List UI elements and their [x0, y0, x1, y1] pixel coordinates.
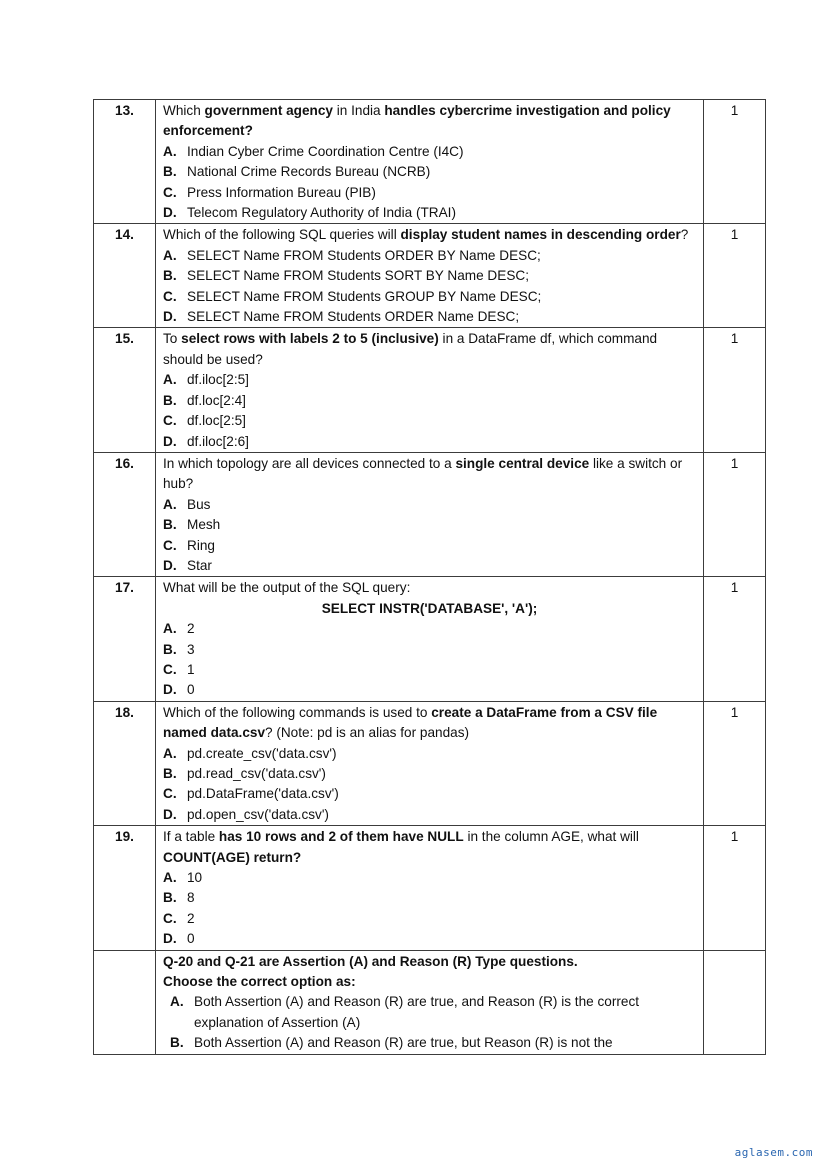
assertion-heading-1: Q-20 and Q-21 are Assertion (A) and Reason (R) Type questions.: [163, 953, 578, 969]
option-letter: C.: [163, 288, 177, 304]
question-marks: 1: [704, 328, 766, 452]
assertion-option-letter: A.: [170, 994, 184, 1010]
assertion-option-text: Both Assertion (A) and Reason (R) are true, and Reason (R) is the correct explanation of Assertion (A): [194, 994, 640, 1030]
answer-option: [163, 660, 696, 680]
option-text: SELECT Name FROM Students ORDER Name DESC;: [187, 309, 520, 325]
option-letter: C.: [163, 184, 177, 200]
answer-option: [163, 888, 696, 908]
question-number: 17.: [94, 577, 156, 701]
stem-segment: display student names in descending order: [400, 227, 681, 243]
option-text: Telecom Regulatory Authority of India (TRAI): [187, 205, 456, 221]
option-letter: D.: [163, 433, 177, 449]
option-letter: D.: [163, 931, 177, 947]
stem-segment: in a DataFrame df, which command should be used?: [163, 331, 658, 367]
question-marks: 1: [704, 701, 766, 825]
question-row: [94, 452, 766, 576]
question-row: [94, 100, 766, 224]
question-table: [93, 99, 766, 1055]
assertion-heading-2: Choose the correct option as:: [163, 974, 356, 990]
stem-segment: Which of the following SQL queries will: [163, 227, 401, 243]
option-text: SELECT Name FROM Students SORT BY Name DESC;: [187, 268, 529, 284]
question-stem: [163, 225, 696, 245]
answer-option: [163, 515, 696, 535]
stem-segment: in India: [332, 103, 385, 118]
option-letter: B.: [163, 641, 177, 657]
stem-segment: government agency: [204, 103, 333, 118]
option-text: SELECT Name FROM Students ORDER BY Name DESC;: [187, 247, 541, 263]
stem-segment: handles cybercrime investigation and policy enforcement?: [163, 103, 671, 139]
question-content: [156, 577, 704, 701]
stem-segment: ? (Note: pd is an alias for pandas): [265, 725, 470, 741]
option-letter: A.: [163, 621, 177, 637]
stem-segment: If a table: [163, 829, 219, 845]
answer-option: [163, 391, 696, 411]
question-content: [156, 224, 704, 328]
option-letter: B.: [163, 517, 177, 533]
question-content: [156, 826, 704, 950]
option-letter: B.: [163, 766, 177, 781]
assertion-content-cell: [156, 950, 704, 1054]
option-text: National Crime Records Bureau (NCRB): [187, 164, 431, 180]
question-number: 16.: [94, 452, 156, 576]
option-letter: A.: [163, 372, 177, 388]
question-row: [94, 826, 766, 950]
question-stem: [163, 703, 696, 744]
answer-option: [163, 432, 696, 452]
stem-segment: has 10 rows and 2 of them have NULL: [218, 829, 464, 845]
answer-option: [163, 246, 696, 266]
assertion-marks-cell: [704, 950, 766, 1054]
option-letter: D.: [163, 557, 177, 573]
stem-segment: What will be the output of the SQL query:: [163, 580, 411, 596]
option-text: 1: [187, 661, 195, 677]
option-letter: B.: [163, 890, 177, 906]
option-letter: C.: [163, 786, 177, 802]
option-letter: A.: [163, 496, 177, 512]
option-text: Star: [187, 557, 212, 573]
question-content: [156, 701, 704, 825]
answer-option: [163, 287, 696, 307]
question-content: [156, 328, 704, 452]
question-row: [94, 328, 766, 452]
answer-option: [163, 556, 696, 576]
stem-segment: ?: [680, 227, 689, 243]
answer-option: [163, 142, 696, 162]
answer-option: [163, 266, 696, 286]
stem-segment: create a DataFrame from a CSV file named data.csv: [163, 704, 658, 741]
question-stem: [163, 101, 696, 142]
question-marks: 1: [704, 100, 766, 224]
answer-option: [163, 929, 696, 949]
answer-option: [163, 162, 696, 182]
question-number: 13.: [94, 100, 156, 224]
answer-option: [163, 784, 696, 804]
answer-option: [163, 805, 696, 825]
question-number: 19.: [94, 826, 156, 950]
option-text: pd.read_csv('data.csv'): [187, 766, 326, 781]
option-text: 8: [187, 890, 195, 906]
stem-segment: In which topology are all devices connected to a: [163, 455, 456, 471]
option-letter: A.: [163, 745, 177, 761]
question-marks: 1: [704, 452, 766, 576]
assertion-option-text: Both Assertion (A) and Reason (R) are true, but Reason (R) is not the: [194, 1035, 613, 1051]
stem-segment: To: [163, 331, 182, 347]
option-text: Indian Cyber Crime Coordination Centre (I4C): [187, 143, 464, 159]
option-text: pd.DataFrame('data.csv'): [187, 786, 339, 802]
option-letter: B.: [163, 392, 177, 408]
answer-option: [163, 307, 696, 327]
option-text: Ring: [187, 537, 215, 553]
sql-query: SELECT INSTR('DATABASE', 'A');: [321, 600, 538, 616]
stem-segment: Which: [163, 103, 205, 118]
assertion-number-cell: [94, 950, 156, 1054]
stem-segment: COUNT(AGE) return?: [163, 849, 302, 865]
option-letter: B.: [163, 268, 177, 284]
question-content: [156, 100, 704, 224]
site-watermark: aglasem.com: [734, 1146, 813, 1159]
option-letter: B.: [163, 164, 177, 180]
question-marks: 1: [704, 577, 766, 701]
answer-option: [163, 411, 696, 431]
question-number: 18.: [94, 701, 156, 825]
option-text: df.loc[2:5]: [187, 413, 246, 429]
option-text: 2: [187, 621, 195, 637]
question-content: [156, 452, 704, 576]
answer-option: [163, 203, 696, 223]
question-row: [94, 701, 766, 825]
option-text: pd.open_csv('data.csv'): [187, 806, 329, 822]
option-text: pd.create_csv('data.csv'): [187, 745, 337, 761]
answer-option: [163, 370, 696, 390]
option-text: df.iloc[2:5]: [187, 372, 249, 388]
question-row: [94, 577, 766, 701]
option-text: 2: [187, 910, 195, 926]
option-text: Press Information Bureau (PIB): [187, 184, 376, 200]
option-letter: C.: [163, 537, 177, 553]
assertion-option-a: [163, 992, 696, 1033]
answer-option: [163, 744, 696, 764]
option-text: 10: [187, 870, 203, 886]
question-stem: [163, 329, 696, 370]
answer-option: [163, 868, 696, 888]
option-letter: C.: [163, 413, 177, 429]
answer-option: [163, 680, 696, 700]
answer-option: [163, 764, 696, 784]
assertion-option-letter: B.: [170, 1035, 184, 1051]
stem-segment: select rows with labels 2 to 5 (inclusive): [181, 331, 439, 347]
option-letter: D.: [163, 806, 177, 822]
question-stem: [163, 578, 696, 598]
question-row: [94, 224, 766, 328]
option-text: 0: [187, 931, 195, 947]
answer-option: [163, 619, 696, 639]
answer-option: [163, 183, 696, 203]
answer-option: [163, 909, 696, 929]
question-number: 14.: [94, 224, 156, 328]
question-stem: [163, 454, 696, 495]
stem-segment: Which of the following commands is used to: [163, 704, 432, 720]
assertion-row: [94, 950, 766, 1054]
option-letter: D.: [163, 682, 177, 698]
option-text: df.loc[2:4]: [187, 392, 246, 408]
stem-segment: like a switch or hub?: [163, 455, 683, 492]
option-letter: D.: [163, 205, 177, 221]
option-letter: A.: [163, 870, 177, 886]
option-letter: A.: [163, 247, 177, 263]
stem-segment: single central device: [455, 455, 590, 471]
answer-option: [163, 495, 696, 515]
option-text: 0: [187, 682, 195, 698]
option-letter: C.: [163, 661, 177, 677]
option-text: Bus: [187, 496, 211, 512]
option-letter: A.: [163, 143, 177, 159]
question-stem: [163, 827, 696, 868]
question-marks: 1: [704, 224, 766, 328]
question-marks: 1: [704, 826, 766, 950]
option-text: df.iloc[2:6]: [187, 433, 249, 449]
answer-option: [163, 536, 696, 556]
stem-segment: in the column AGE, what will: [463, 829, 639, 845]
answer-option: [163, 640, 696, 660]
option-text: 3: [187, 641, 195, 657]
option-text: SELECT Name FROM Students GROUP BY Name DESC;: [187, 288, 542, 304]
assertion-option-b: [163, 1033, 696, 1053]
question-number: 15.: [94, 328, 156, 452]
option-text: Mesh: [187, 517, 221, 533]
option-letter: C.: [163, 910, 177, 926]
option-letter: D.: [163, 309, 177, 325]
